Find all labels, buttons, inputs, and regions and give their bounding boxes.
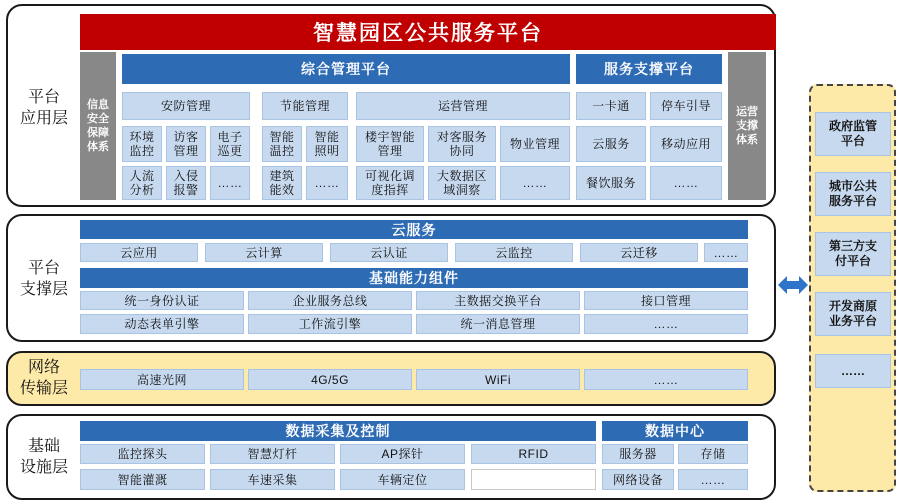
4g-5g-cell: 4G/5G — [248, 369, 412, 390]
integrated-management-platform-header: 综合管理平台 — [122, 54, 570, 84]
components-more-cell: …… — [584, 314, 748, 334]
building-efficiency-cell: 建筑 能效 — [262, 166, 302, 200]
cloud-computing-cell: 云计算 — [205, 243, 323, 262]
smart-lamp-pole-cell: 智慧灯杆 — [210, 444, 335, 464]
network-more-cell: …… — [584, 369, 748, 390]
intrusion-alarm-cell: 入侵 报警 — [166, 166, 206, 200]
data-collection-header: 数据采集及控制 — [80, 421, 596, 441]
service-platform-more-cell: …… — [650, 166, 722, 200]
support-layer-label: 平台 支撑层 — [19, 260, 68, 298]
mobile-application-cell: 移动应用 — [650, 126, 722, 162]
rfid-cell: RFID — [471, 444, 596, 464]
energy-more-cell: …… — [306, 166, 348, 200]
third-party-payment-platform: 第三方支 付平台 — [815, 232, 891, 276]
environment-monitoring-cell: 环境 监控 — [122, 126, 162, 162]
network-layer-label: 网络 传输层 — [19, 359, 68, 397]
smart-irrigation-cell: 智能灌溉 — [80, 469, 205, 490]
operations-support-column: 运营 支撑 体系 — [728, 52, 766, 200]
unified-identity-cell: 统一身份认证 — [80, 291, 244, 310]
master-data-exchange-cell: 主数据交换平台 — [416, 291, 580, 310]
cloud-migration-cell: 云迁移 — [580, 243, 698, 262]
big-data-insight-cell: 大数据区 域洞察 — [428, 166, 496, 200]
external-platforms-more: …… — [815, 354, 891, 388]
dynamic-form-engine-cell: 动态表单引擎 — [80, 314, 244, 334]
info-security-column: 信息 安全 保障 体系 — [80, 52, 116, 200]
one-card-cell: 一卡通 — [576, 92, 646, 120]
unified-message-cell: 统一消息管理 — [416, 314, 580, 334]
building-intelligent-management-cell: 楼宇智能 管理 — [356, 126, 424, 162]
cloud-application-cell: 云应用 — [80, 243, 198, 262]
server-cell: 服务器 — [602, 444, 674, 464]
storage-cell: 存储 — [678, 444, 748, 464]
bidirectional-arrow-icon — [777, 274, 809, 296]
visual-dispatch-command-cell: 可视化调 度指挥 — [356, 166, 424, 200]
service-support-platform-header: 服务支撑平台 — [576, 54, 722, 84]
cloud-authentication-cell: 云认证 — [330, 243, 448, 262]
empty-collection-cell — [471, 469, 596, 490]
operations-management-header: 运营管理 — [356, 92, 570, 120]
electronic-patrol-cell: 电子 巡更 — [210, 126, 250, 162]
crowd-analysis-cell: 人流 分析 — [122, 166, 162, 200]
application-layer-label: 平台 应用层 — [19, 89, 68, 127]
operations-more-cell: …… — [500, 166, 570, 200]
city-public-service-platform: 城市公共 服务平台 — [815, 172, 891, 216]
interface-management-cell: 接口管理 — [584, 291, 748, 310]
ap-probe-cell: AP探针 — [340, 444, 465, 464]
energy-management-header: 节能管理 — [262, 92, 348, 120]
data-center-more-cell: …… — [678, 469, 748, 490]
wifi-cell: WiFi — [416, 369, 580, 390]
data-center-header: 数据中心 — [602, 421, 748, 441]
smart-lighting-cell: 智能 照明 — [306, 126, 348, 162]
basic-components-header: 基础能力组件 — [80, 268, 748, 288]
smart-temperature-cell: 智能 温控 — [262, 126, 302, 162]
parking-guidance-cell: 停车引导 — [650, 92, 722, 120]
developer-business-platform: 开发商原 业务平台 — [815, 292, 891, 336]
infrastructure-layer-label: 基础 设施层 — [19, 438, 68, 476]
catering-service-cell: 餐饮服务 — [576, 166, 646, 200]
guest-service-collaboration-cell: 对客服务 协同 — [428, 126, 496, 162]
page-title: 智慧园区公共服务平台 — [80, 14, 776, 50]
workflow-engine-cell: 工作流引擎 — [248, 314, 412, 334]
cloud-monitoring-cell: 云监控 — [455, 243, 573, 262]
government-supervision-platform: 政府监管 平台 — [815, 112, 891, 156]
cloud-service-header: 云服务 — [80, 220, 748, 239]
speed-collection-cell: 车速采集 — [210, 469, 335, 490]
property-management-cell: 物业管理 — [500, 126, 570, 162]
enterprise-service-bus-cell: 企业服务总线 — [248, 291, 412, 310]
security-more-cell: …… — [210, 166, 250, 200]
camera-cell: 监控探头 — [80, 444, 205, 464]
vehicle-positioning-cell: 车辆定位 — [340, 469, 465, 490]
cloud-service-cell: 云服务 — [576, 126, 646, 162]
cloud-more-cell: …… — [704, 243, 748, 262]
visitor-management-cell: 访客 管理 — [166, 126, 206, 162]
network-device-cell: 网络设备 — [602, 469, 674, 490]
high-speed-fiber-cell: 高速光网 — [80, 369, 244, 390]
security-management-header: 安防管理 — [122, 92, 250, 120]
